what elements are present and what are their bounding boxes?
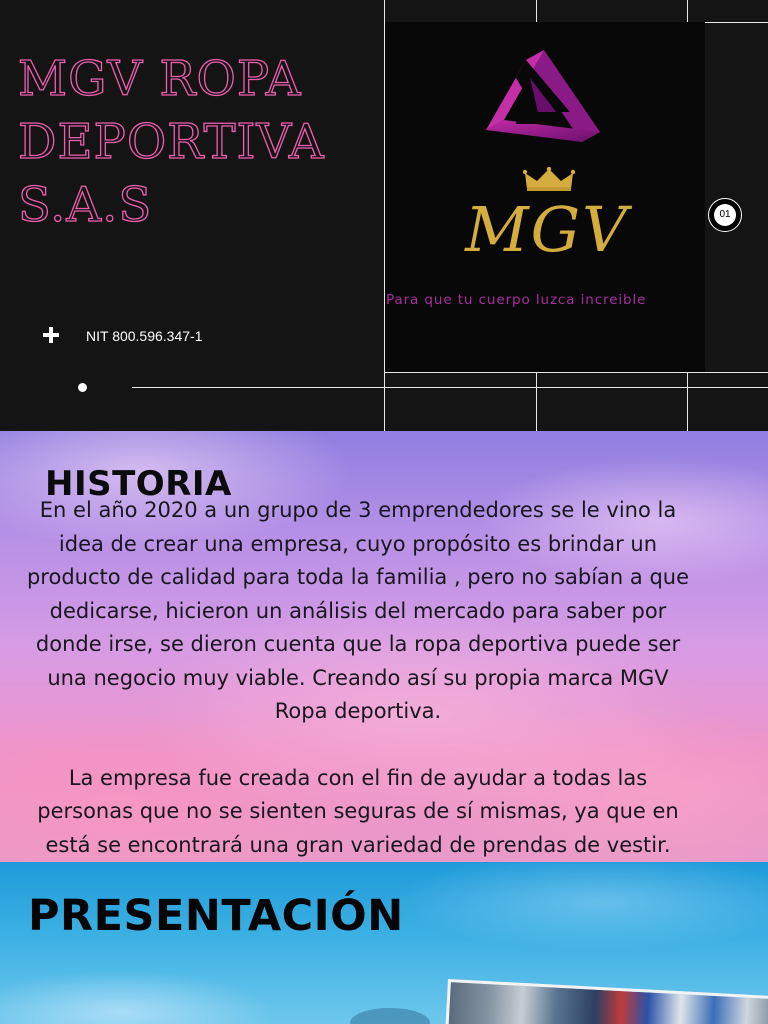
page-number-badge xyxy=(708,198,742,232)
grid-line xyxy=(536,372,537,431)
cover-section xyxy=(0,0,768,431)
page-number: 01 xyxy=(714,204,736,226)
historia-paragraph-2: La empresa fue creada con el fin de ayudar a todas las personas que no se sienten seguras de sí mismas, ya que en está se encontrará una gran variedad de prendas de vestir. xyxy=(37,765,679,857)
grid-line xyxy=(384,372,768,373)
slide-indicator-line xyxy=(132,387,768,388)
company-nit: NIT 800.596.347-1 xyxy=(86,328,203,344)
historia-title: HISTORIA xyxy=(45,464,232,504)
brand-wordmark: MGV xyxy=(465,193,629,266)
brand-slogan: Para que tu cuerpo luzca increible xyxy=(386,292,647,308)
slide-indicator-dot xyxy=(78,383,87,392)
grid-line xyxy=(687,372,688,431)
photo-shadow xyxy=(350,1008,430,1024)
crown-icon xyxy=(523,167,575,191)
impossible-triangle-icon xyxy=(486,50,604,142)
grid-line xyxy=(687,0,688,22)
presentacion-title: PRESENTACIÓN xyxy=(28,891,404,941)
plus-icon xyxy=(41,325,61,345)
store-photo xyxy=(445,979,768,1024)
grid-line xyxy=(536,0,537,22)
presentacion-section xyxy=(0,862,768,1024)
historia-paragraph-1: En el año 2020 a un grupo de 3 emprendedores se le vino la idea de crear una empresa, cuyo propósito es brindar un producto de calidad para toda la familia , pero no sabían a que dedicarse, hicieron un análisis del mercado para saber por donde irse, se dieron cuenta que la ropa deportiva puede ser una negocio muy viable. Creando así su propia marca MGV Ropa deportiva. xyxy=(26,498,690,723)
company-title: MGV ROPA DEPORTIVA S.A.S xyxy=(18,51,325,233)
historia-section xyxy=(0,431,768,862)
historia-text xyxy=(18,494,698,862)
